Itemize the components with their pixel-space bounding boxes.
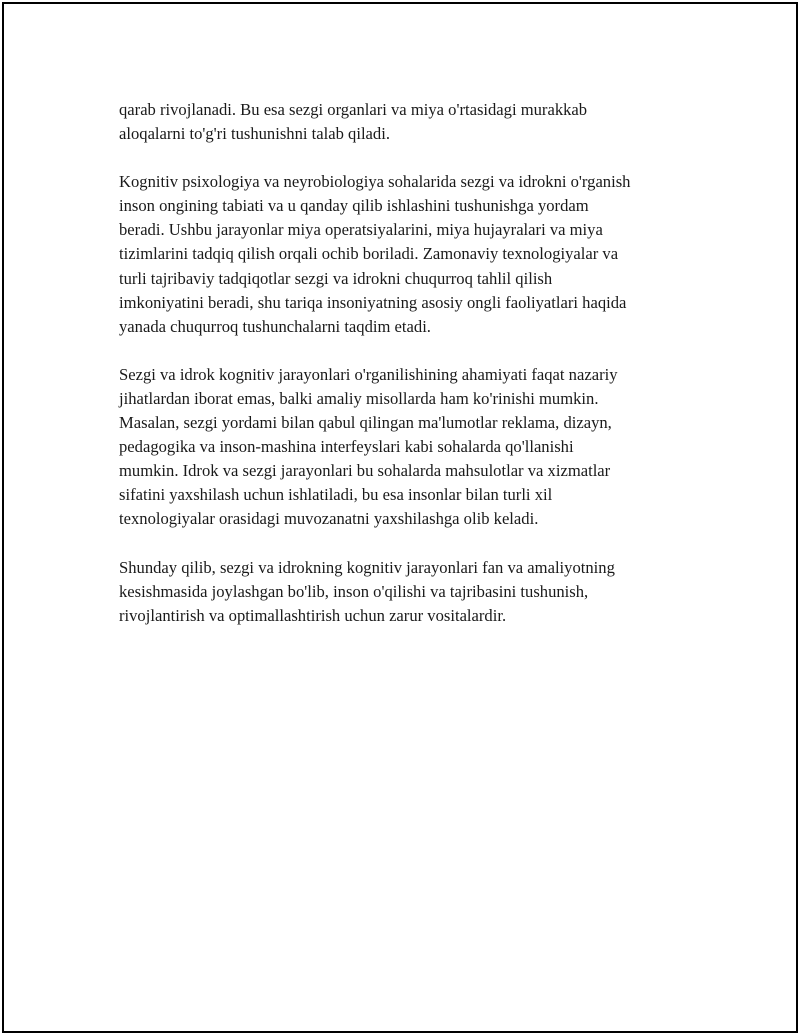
paragraph: Sezgi va idrok kognitiv jarayonlari o'rganilishining ahamiyati faqat nazariy jihatlardan iborat emas, balki amaliy misollarda ham ko'rinishi mumkin. Masalan, sezgi yordami bilan qabul qilingan ma'lumotlar reklama, dizayn, pedagogika va inson-mashina interfeyslari kabi sohalarda qo'llanishi mumkin. Idrok va sezgi jarayonlari bu sohalarda mahsulotlar va xizmatlar sifatini yaxshilash uchun ishlatiladi, bu esa insonlar bilan turli xil texnologiyalar orasidagi muvozanatni yaxshilashga olib keladi. — [119, 364, 618, 529]
paragraph: Kognitiv psixologiya va neyrobiologiya sohalarida sezgi va idrokni o'rganish inson ongining tabiati va u qanday qilib ishlashini tushunishga yordam beradi. Ushbu jarayonlar miya operatsiyalarini, miya hujayralari va miya tizimlarini tadqiq qilish orqali ochib boriladi. Zamonaviy texnologiyalar va turli tajribaviy tadqiqotlar sezgi va idrokni chuqurroq tahlil qilish imkoniyatini beradi, shu tariqa insoniyatning asosiy ongli faoliyatlari haqida yanada chuqurroq tushunchalarni taqdim etadi. — [119, 172, 631, 336]
paragraph: Shunday qilib, sezgi va idrokning kognitiv jarayonlari fan va amaliyotning kesishmasida joylashgan bo'lib, inson o'qilishi va tajribasini tushunish, rivojlantirish va optimallashtirish uchun zarur vositalardir. — [119, 557, 615, 625]
document-page — [2, 2, 798, 1033]
paragraph: qarab rivojlanadi. Bu esa sezgi organlari va miya o'rtasidagi murakkab aloqalarni to'g'ri tushunishni talab qiladi. — [119, 100, 588, 144]
document-body — [119, 98, 694, 652]
